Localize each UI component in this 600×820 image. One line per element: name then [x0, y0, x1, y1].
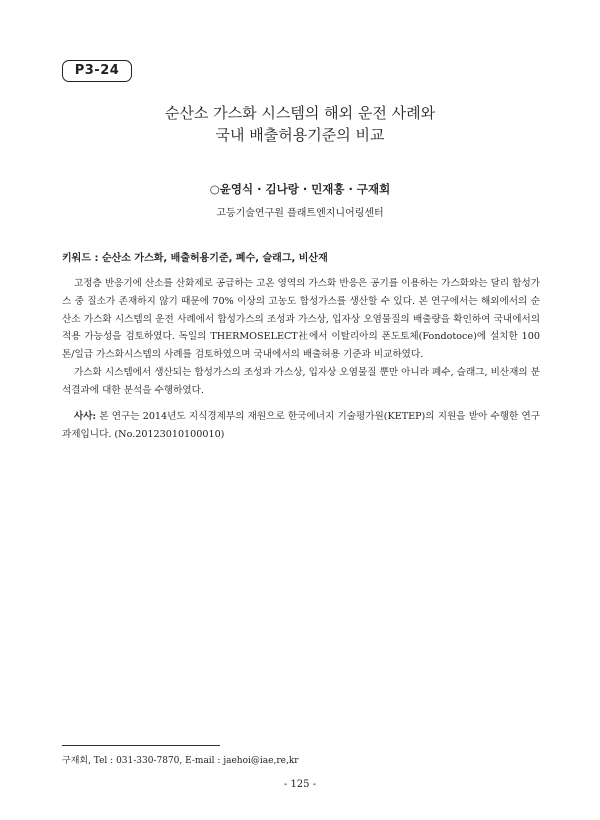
page-number: - 125 - [283, 779, 317, 790]
paper-title-line-1: 순산소 가스화 시스템의 해외 운전 사례와 [164, 104, 436, 122]
abstract-paragraph-1: 고정층 반응기에 산소를 산화제로 공급하는 고온 영역의 가스화 반응은 공기를 이용하는 가스화와는 달리 합성가스 중 질소가 존재하지 않기 때문에 70% 이상의 고농도 합성가스를 생산할 수 있다. 본 연구에서는 해외에서의 순산소 가스화 시스템의 운전 사례에서 합성가스의 조성과 가스상, 입자상 오염물질의 배출량을 확인하여 국내에서의 적용 가능성을 검토하였다. 독일의 THERMOSELECT社에서 이탈리아의 폰도토체(Fondotoce)에 설치한 100 톤/일급 가스화시스템의 사례를 검토하였으며 국내에서의 배출허용 기준과 비교하였다. [62, 278, 540, 361]
abstract [62, 275, 540, 400]
acknowledgment-text: 본 연구는 2014년도 지식경제부의 재원으로 한국에너지 기술평가원(KETEP)의 지원을 받아 수행한 연구과제입니다. (No.20123010100010) [62, 411, 540, 440]
footnote: 구재회, Tel : 031-330-7870, E-mail : jaehoi@iae,re,kr [62, 756, 299, 766]
affiliation: 고등기술연구원 플래트엔지니어링센터 [216, 208, 384, 219]
acknowledgment [62, 408, 540, 444]
abstract-paragraph-2: 가스화 시스템에서 생산되는 합성가스의 조성과 가스상, 입자상 오염물질 뿐만 아니라 폐수, 슬래그, 비산재의 분석결과에 대한 분석을 수행하였다. [62, 366, 540, 396]
keywords: 키워드 : 순산소 가스화, 배출허용기준, 폐수, 슬래그, 비산재 [62, 253, 328, 264]
paper-code-badge: P3-24 [62, 60, 132, 82]
footnote-divider [62, 745, 220, 746]
paper-title-line-2: 국내 배출허용기준의 비교 [215, 126, 385, 144]
authors: ○윤영식 · 김나랑 · 민재홍 · 구재회 [209, 182, 391, 196]
acknowledgment-label: 사사: [74, 411, 97, 422]
